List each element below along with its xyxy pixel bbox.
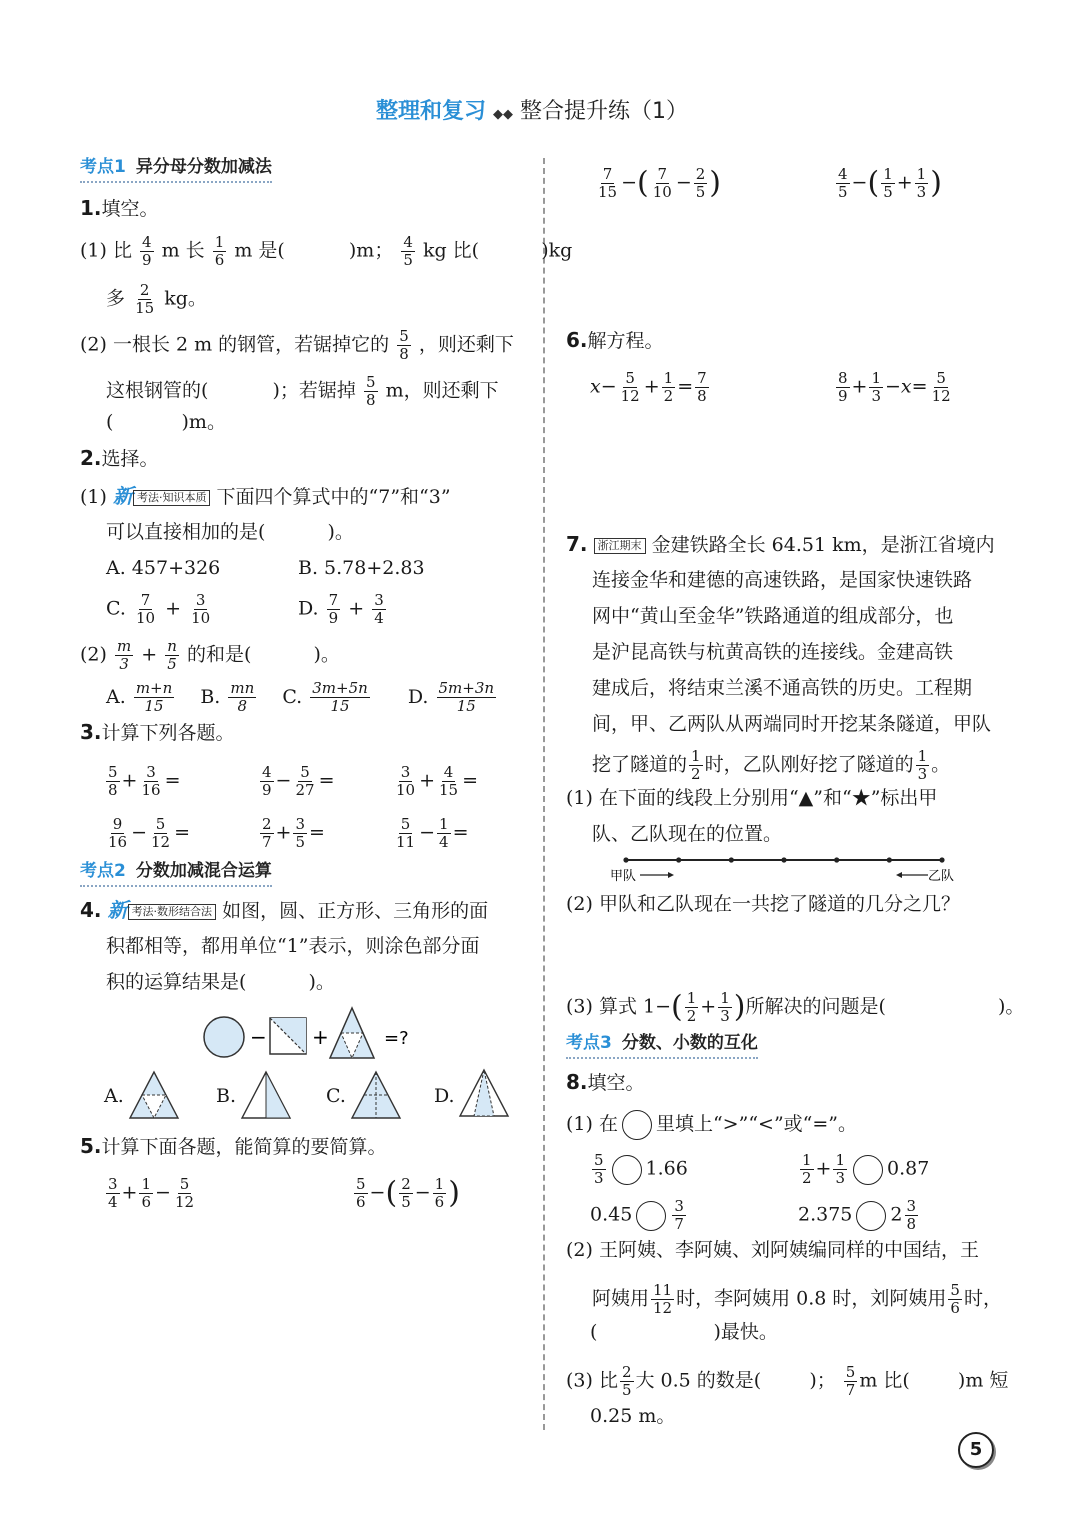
text: C.	[106, 597, 126, 620]
q4-option-c-label[interactable]: C.	[326, 1085, 346, 1107]
q6-number: 6.	[566, 328, 588, 352]
text: (1) 比	[80, 239, 132, 262]
q4-line2: 积都相等，都用单位“1”表示，则涂色部分面	[106, 935, 480, 957]
q1-part2-line3	[106, 410, 226, 434]
q7-line1	[566, 532, 995, 557]
text: )m；	[348, 239, 394, 262]
q7-line5: 建成后，将结束兰溪不通高铁的历史。工程期	[592, 677, 973, 699]
q2-2-option-b[interactable]: B. $\frac{mn}{8}$	[200, 679, 255, 715]
q4-option-d-label[interactable]: D.	[434, 1085, 455, 1107]
q2-part1-line1	[80, 484, 451, 509]
text: (	[106, 411, 114, 433]
q6-equation-2: $\frac{8}{9}$ + $\frac{1}{3}$ −x= $\frac{5}{12}$	[838, 369, 951, 405]
circle-blank-icon	[622, 1110, 652, 1140]
q1-number: 1.	[80, 196, 102, 220]
q8-compare-2: $\frac{1}{2}$ + $\frac{1}{3}$ 0.87	[802, 1151, 930, 1187]
q8-part3-line2: 0.25 m。	[590, 1405, 676, 1427]
text: )m。	[181, 411, 226, 433]
q3-heading	[80, 720, 235, 745]
q7-number: 7.	[566, 532, 588, 556]
text: m 长	[161, 239, 205, 262]
q4-option-a-figure[interactable]	[126, 1068, 186, 1120]
q5-expression-1: $\frac{3}{4}$ + $\frac{1}{6}$ − $\frac{5}{12}$	[108, 1175, 195, 1211]
equals-question: =?	[384, 1028, 409, 1049]
q2-option-b[interactable]: B. 5.78+2.83	[298, 557, 425, 579]
q3-item: $\frac{4}{9}$ − $\frac{5}{27}$ =	[262, 763, 335, 799]
q3-title: 计算下列各题。	[101, 722, 235, 744]
text: +	[141, 643, 158, 666]
q3-item: $\frac{3}{10}$ + $\frac{4}{15}$ =	[396, 763, 479, 799]
q2-2-option-c[interactable]: C. $\frac{3m+5n}{15}$	[282, 679, 368, 715]
q2-option-a[interactable]: A. 457+326	[106, 557, 221, 579]
q4-option-b-figure[interactable]	[236, 1068, 296, 1120]
text: 如图，圆、正方形、三角形的面	[222, 900, 489, 922]
header-title: 整合提升练（1）	[520, 99, 689, 124]
q7-line4: 是沪昆高铁与杭黄高铁的连接线。金建高铁	[592, 641, 954, 663]
q7-part1-line1: (1) 在下面的线段上分别用“▲”和“★”标出甲	[566, 787, 938, 809]
q8-title: 填空。	[587, 1072, 645, 1094]
q7-part1-line2: 队、乙队现在的位置。	[592, 823, 783, 845]
method-tag: 考法·数形结合法	[128, 904, 217, 920]
q2-number: 2.	[80, 446, 102, 470]
q5-expression-2: $\frac{5}{6}$ −( $\frac{2}{5}$ − $\frac{1}{6}$ )	[356, 1175, 460, 1211]
fraction: $\frac{n}{5}$	[167, 637, 177, 673]
new-method-icon: 新	[112, 484, 133, 508]
q3-item: $\frac{5}{8}$ + $\frac{3}{16}$ =	[108, 763, 181, 799]
text: 金建铁路全长 64.51 km，是浙江省境内	[651, 534, 995, 556]
new-method-icon: 新	[107, 898, 128, 922]
text: (2)	[80, 643, 107, 666]
header-title-blue: 整理和复习	[376, 99, 487, 124]
q6-equation-1: x− $\frac{5}{12}$ + $\frac{1}{2}$ = $\frac{7}{8}$	[590, 369, 707, 405]
q1-heading	[80, 196, 159, 221]
q7-line3: 网中“黄山至金华”铁路通道的组成部分，也	[592, 605, 954, 627]
q7-part2: (2) 甲队和乙队现在一共挖了隧道的几分之几？	[566, 893, 960, 915]
header-arrows-icon: ◆◆	[493, 107, 514, 122]
column-divider	[543, 158, 545, 1430]
q5-title: 计算下面各题，能简算的要简算。	[101, 1136, 387, 1158]
q4-option-d-figure[interactable]	[454, 1066, 514, 1120]
q2-2-option-d[interactable]: D. $\frac{5m+3n}{15}$	[407, 679, 495, 715]
kaodian-2	[80, 860, 272, 887]
q8-part1-instruction: (1) 在 里填上“>”“<”或“=”。	[566, 1110, 857, 1140]
fraction: $\frac{1}{6}$	[214, 233, 225, 269]
text: m，则还剩下	[385, 379, 499, 402]
text: )。	[313, 643, 340, 666]
q2-2-option-a[interactable]: A. $\frac{m+n}{15}$	[106, 679, 173, 715]
compare-circle[interactable]	[853, 1155, 883, 1185]
minus-sign: −	[250, 1025, 267, 1049]
fraction: $\frac{m}{3}$	[116, 637, 132, 673]
q5-heading	[80, 1134, 387, 1159]
source-tag: 浙江期末	[594, 538, 646, 554]
text: )kg	[541, 239, 573, 262]
q4-line3	[106, 970, 335, 994]
q4-option-a-label[interactable]: A.	[104, 1085, 124, 1107]
text: D.	[298, 597, 319, 620]
q1-part1-line1	[80, 234, 572, 269]
kaodian-title: 分数、小数的互化	[621, 1033, 758, 1053]
text: 这根钢管的(	[106, 379, 209, 402]
q7-line2: 连接金华和建德的高速铁路，是国家快速铁路	[592, 569, 973, 591]
kaodian-label: 考点3	[566, 1033, 612, 1053]
q4-option-c-figure[interactable]	[346, 1068, 406, 1120]
text: 的和是(	[186, 643, 252, 666]
tunnel-segment-line[interactable]	[606, 848, 966, 888]
fraction: $\frac{7}{10}$	[135, 591, 156, 627]
fraction: $\frac{5}{8}$	[399, 327, 409, 363]
kaodian-label: 考点1	[80, 157, 126, 177]
text: 积的运算结果是(	[106, 971, 247, 993]
kaodian-title: 异分母分数加减法	[135, 157, 272, 177]
fraction: $\frac{5}{8}$	[365, 373, 376, 409]
plus-sign: +	[312, 1025, 329, 1049]
q4-number: 4.	[80, 898, 102, 922]
text: kg 比(	[422, 239, 480, 262]
q8-compare-1: $\frac{5}{3}$ 1.66	[594, 1151, 688, 1187]
q6-heading	[566, 328, 664, 353]
q4-option-b-label[interactable]: B.	[216, 1085, 237, 1107]
q8-part2-line2: 阿姨用 $\frac{11}{12}$ 时，李阿姨用 0.8 时，刘阿姨用 $\frac{5}{6}$ 时，	[592, 1281, 1002, 1317]
q5-number: 5.	[80, 1134, 102, 1158]
fraction: $\frac{3}{4}$	[374, 591, 384, 627]
compare-circle[interactable]	[612, 1155, 642, 1185]
q3-number: 3.	[80, 720, 102, 744]
q2-part2-options	[106, 680, 498, 715]
text: +	[165, 597, 182, 620]
kaodian-3	[566, 1032, 758, 1059]
q3-item: $\frac{9}{16}$ − $\frac{5}{12}$ =	[108, 815, 191, 851]
text: kg。	[164, 287, 207, 310]
kaodian-title: 分数加减混合运算	[135, 861, 272, 881]
q5-expression-3: $\frac{7}{15}$ −( $\frac{7}{10}$ − $\frac{2}{5}$ )	[598, 165, 722, 201]
q2-part1-line2	[106, 520, 354, 544]
fraction: $\frac{4}{9}$	[142, 233, 152, 269]
q8-part2-line1: (2) 王阿姨、李阿姨、刘阿姨编同样的中国结，王	[566, 1239, 979, 1261]
q8-part3-line1: (3) 比 $\frac{2}{5}$ 大 0.5 的数是( )； $\frac{5}{7}$ m 比( )m 短	[566, 1363, 1009, 1399]
q2-heading	[80, 446, 159, 471]
method-tag: 考法·知识本质	[133, 490, 211, 506]
q3-item: $\frac{2}{7}$ + $\frac{3}{5}$ =	[262, 815, 325, 851]
text: 下面四个算式中的“7”和“3”	[216, 486, 451, 508]
text: )。	[308, 971, 335, 993]
q8-compare-4: 2.375 2 $\frac{3}{8}$	[798, 1197, 917, 1233]
text: 可以直接相加的是(	[106, 521, 266, 543]
compare-circle[interactable]	[636, 1201, 666, 1231]
text: +	[348, 597, 365, 620]
jia-team-label: 甲队	[610, 869, 637, 884]
fraction: $\frac{2}{15}$	[135, 281, 155, 317]
text: )；若锯掉	[272, 379, 356, 402]
q4-line1	[80, 898, 488, 923]
text: 多	[106, 287, 126, 310]
q1-title: 填空。	[101, 198, 159, 220]
q2-title: 选择。	[101, 448, 159, 470]
q8-compare-3: 0.45 $\frac{3}{7}$	[590, 1197, 684, 1233]
compare-circle[interactable]	[856, 1201, 886, 1231]
q1-part1-line2	[106, 282, 207, 317]
circle-shape	[204, 1017, 244, 1057]
kaodian-label: 考点2	[80, 861, 126, 881]
page-header	[376, 94, 688, 125]
yi-team-label: 乙队	[928, 869, 955, 884]
q3-item: $\frac{5}{11}$ − $\frac{1}{4}$ =	[396, 815, 469, 851]
q2-part2-line1	[80, 638, 340, 673]
q8-part2-line3: ( )最快。	[590, 1321, 778, 1343]
q4-shapes-figure	[200, 1004, 430, 1068]
q8-heading	[566, 1070, 645, 1095]
fraction: $\frac{4}{5}$	[403, 233, 413, 269]
q6-title: 解方程。	[587, 330, 664, 352]
q7-line7: 挖了隧道的 $\frac{1}{2}$ 时，乙队刚好挖了隧道的 $\frac{1}{3}$ 。	[592, 747, 951, 783]
q5-expression-4: $\frac{4}{5}$ −( $\frac{1}{5}$ + $\frac{1}{3}$ )	[838, 165, 942, 201]
q8-number: 8.	[566, 1070, 588, 1094]
text: (1)	[80, 486, 107, 508]
q7-part3: (3) 算式 1−( $\frac{1}{2}$ + $\frac{1}{3}$ )所解决的问题是( )。	[566, 989, 1025, 1025]
fraction: $\frac{3}{10}$	[191, 591, 211, 627]
q1-part2-line1	[80, 328, 514, 363]
kaodian-1	[80, 156, 272, 183]
text: m 是(	[234, 239, 285, 262]
text: (2) 一根长 2 m 的钢管，若锯掉它的	[80, 333, 390, 356]
q2-option-c[interactable]	[106, 592, 214, 627]
q1-part2-line2	[106, 374, 499, 409]
fraction: $\frac{7}{9}$	[328, 591, 339, 627]
text: ，则还剩下	[418, 333, 514, 356]
q2-option-d[interactable]	[298, 592, 388, 627]
text: )。	[327, 521, 354, 543]
q7-line6: 间，甲、乙两队从两端同时开挖某条隧道，甲队	[592, 713, 992, 735]
page-number: 5	[958, 1432, 994, 1468]
